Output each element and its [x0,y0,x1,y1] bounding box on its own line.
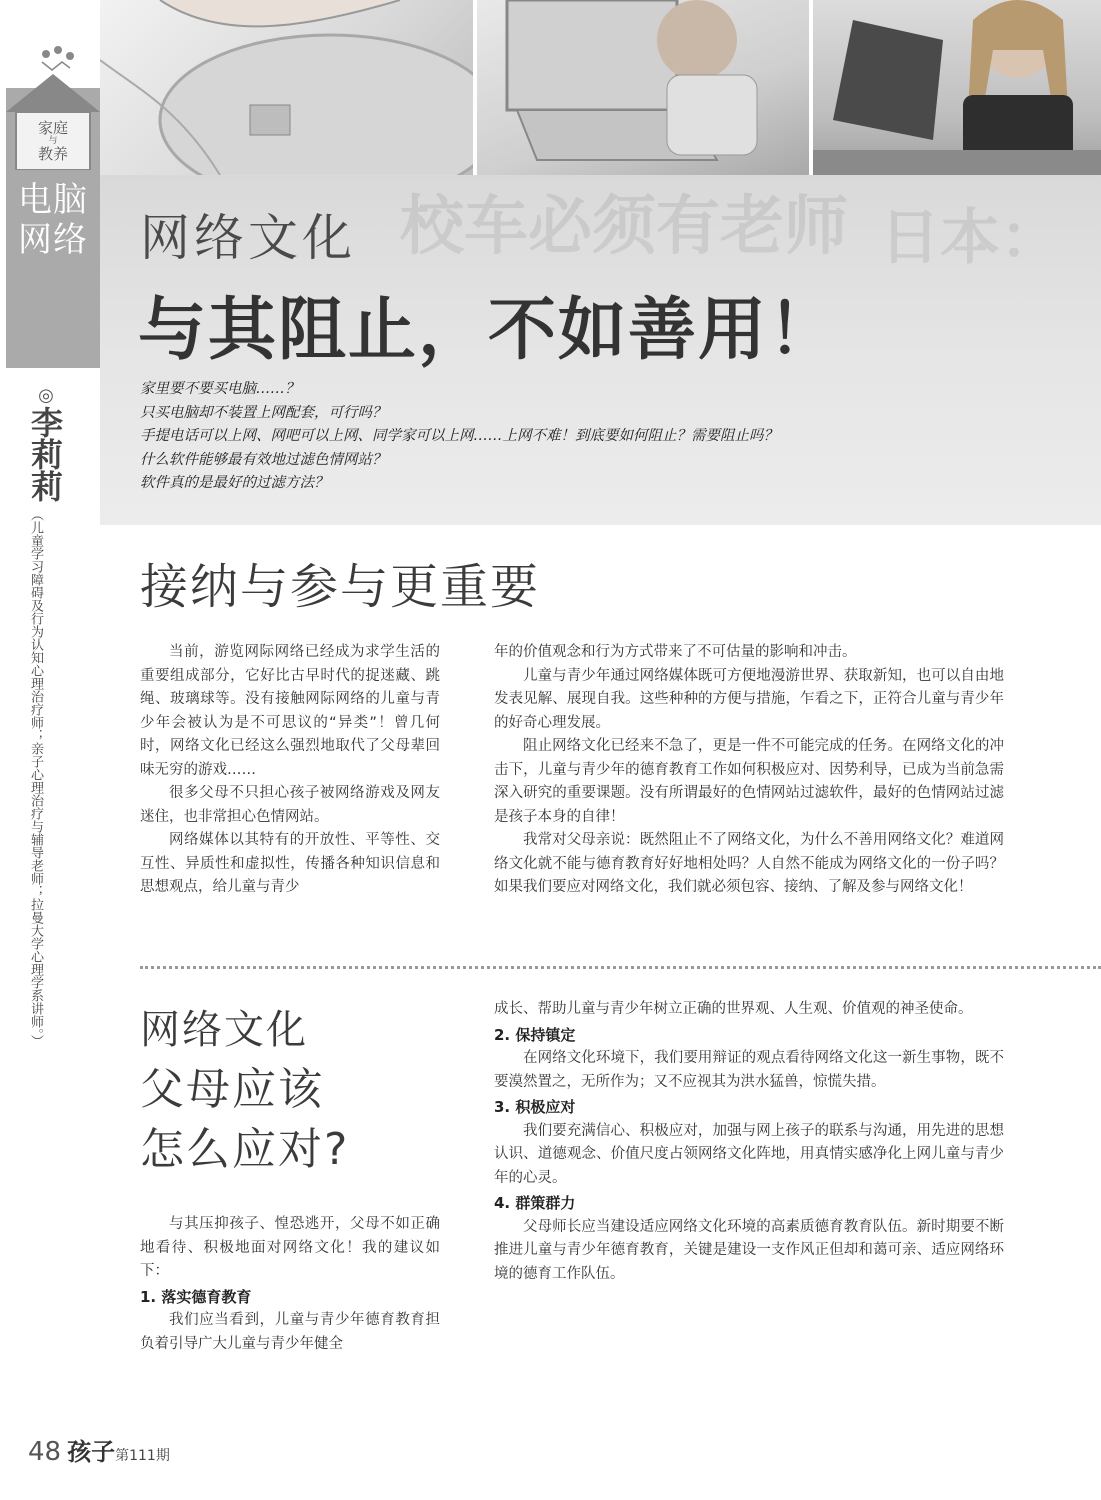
photo-hand-on-mouse [100,0,473,175]
question-line: 软件真的是最好的过滤方法？ [140,475,329,491]
section1-column-left [140,641,440,900]
main-headline: 与其阻止，不如善用！ [138,291,839,370]
paragraph: 在网络文化环境下，我们要用辩证的观点看待网络文化这一新生事物，既不要漠然置之，无所作为；又不应视其为洪水猛兽，惊慌失措。 [494,1050,1004,1090]
paragraph-continued: 年的价值观念和行为方式带来了不可估量的影响和冲击。 [494,644,857,660]
badge-text-parenting: 教养 [37,145,68,163]
lead-questions [140,378,940,496]
author-bio: （儿童学习障碍及行为认知心理治疗师；亲子心理治疗与辅导老师；拉曼大学心理学系讲师。） [28,508,43,1048]
point2-title: 2. 保持镇定 [494,1025,576,1044]
series-title: 网络文化 [140,209,356,267]
point4-title: 4. 群策群力 [494,1194,576,1212]
issue-number: 第111期 [115,1448,170,1464]
section2-heading-line1: 网络文化 [140,1007,308,1053]
point3-title: 3. 积极应对 [494,1098,576,1116]
photo-girl-with-laptop [813,0,1101,175]
author-byline [26,385,66,1048]
laptop-child-illustration [477,0,809,175]
mouse-illustration [100,0,473,175]
badge-text-and: 与 [48,136,58,146]
paragraph: 阻止网络文化已经来不急了，更是一件不可能完成的任务。在网络文化的冲击下，儿童与青少年的德育教育工作如何积极应对、因势利导，已成为当前急需深入研究的重要课题。没有所谓最好的色情网站过滤软件，最好的色情网站过滤是孩子本身的自律！ [494,738,1004,825]
question-line: 家里要不要买电脑……？ [140,381,300,397]
badge-text-family: 家庭 [37,119,68,137]
paragraph: 与其压抑孩子、惶恐逃开，父母不如正确地看待、积极地面对网络文化！我的建议如下： [140,1216,440,1279]
paragraph: 父母师长应当建设适应网络文化环境的高素质德育教育队伍。新时期要不断推进儿童与青少年德育教育，关键是建设一支作风正但却和蔼可亲、适应网络环境的德育工作队伍。 [494,1218,1004,1282]
question-line: 手提电话可以上网、网吧可以上网、同学家可以上网……上网不难！到底要如何阻止？需要阻止吗？ [140,428,778,444]
paragraph: 当前，游览网际网络已经成为求学生活的重要组成部分，它好比古早时代的捉迷藏、跳绳、玻璃球等。没有接触网际网络的儿童与青少年会被认为是不可思议的“异类”！曾几何时，网络文化已经这么强烈地取代了父母辈回味无穷的游戏…… [140,644,440,778]
page-footer [28,1432,170,1467]
page-number: 48 [28,1437,62,1467]
section2-column-left [140,1213,440,1356]
paragraph: 网络媒体以其特有的开放性、平等性、交互性、异质性和虚拟性，传播各种知识信息和思想观点，给儿童与青少 [140,832,440,895]
background-headline-2: 校车必须有老师 [400,190,848,264]
section1-column-right [494,641,1004,900]
paragraph: 我常对父母亲说：既然阻止不了网络文化，为什么不善用网络文化？难道网络文化就不能与德育教育好好地相处吗？人自然不能成为网络文化的一份子吗？如果我们要应对网络文化，我们就必须包容、接纳、了解及参与网络文化！ [494,832,1004,895]
author-name: 李莉莉 [26,406,64,502]
category-title: 电脑网络 [18,180,88,260]
magazine-name: 孩子 [67,1437,116,1466]
paragraph: 儿童与青少年通过网络媒体既可方便地漫游世界、获取新知，也可以自由地发表见解、展现自我。这些种种的方便与措施，乍看之下，正符合儿童与青少年的好奇心理发展。 [494,667,1004,731]
point1-title: 1. 落实德育教育 [140,1287,252,1306]
paragraph: 我们应当看到，儿童与青少年德育教育担负着引导广大儿童与青少年健全 [140,1312,440,1352]
paragraph-continued: 成长、帮助儿童与青少年树立正确的世界观、人生观、价值观的神圣使命。 [494,1001,973,1017]
question-line: 只买电脑却不装置上网配套，可行吗？ [140,404,387,421]
paragraph: 很多父母不只担心孩子被网络游戏及网友迷住，也非常担心色情网站。 [140,785,440,825]
question-line: 什么软件能够最有效地过滤色情网站？ [140,451,387,468]
section2-heading-line3: 怎么应对? [140,1124,350,1175]
author-mark: ◎ [38,385,54,406]
photo-child-with-laptop [477,0,809,175]
girl-laptop-illustration [813,0,1101,175]
section-divider [140,966,1101,969]
section2-column-right [494,998,1004,1286]
paragraph: 我们要充满信心、积极应对，加强与网上孩子的联系与沟通，用先进的思想认识、道德观念、价值尺度占领网络文化阵地，用真情实感净化上网儿童与青少年的心灵。 [494,1122,1004,1186]
background-headline-1: 日本： [880,203,1060,273]
house-badge [6,40,100,170]
section2-heading-line2: 父母应该 [140,1064,324,1115]
section2-heading [140,1000,349,1180]
section1-heading: 接纳与参与更重要 [140,559,541,615]
